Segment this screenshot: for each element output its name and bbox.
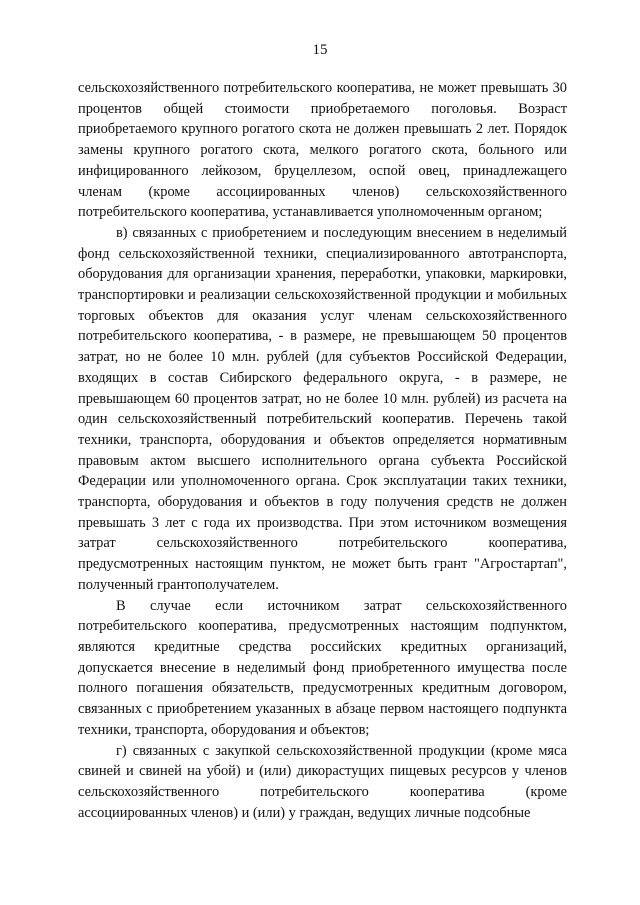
document-body [78,78,567,823]
page-number: 15 [312,42,328,58]
paragraph-continuation: сельскохозяйственного потребительского кооператива, не может превышать 30 процентов общей стоимости приобретаемого поголовья. Возраст приобретаемого крупного рогатого скота не должен превышать 2 лет. Порядок замены крупного рогатого скота, мелкого рогатого скота, больного или инфицированного лейкозом, бруцеллезом, оспой овец, принадлежащего членам (кроме ассоциированных членов) сельскохозяйственного потребительского кооператива, устанавливается уполномоченным органом; [78,80,567,221]
paragraph-credit-case: В случае если источником затрат сельскохозяйственного потребительского кооператива, предусмотренных настоящим подпунктом, являются кредитные средства российских кредитных организаций, допускается внесение в неделимый фонд приобретенного имущества после полного погашения обязательств, предусмотренных кредитным договором, связанных с приобретением указанных в абзаце первом настоящего подпункта техники, транспорта, оборудования и объектов; [78,597,567,738]
paragraph-subitem-v: в) связанных с приобретением и последующим внесением в неделимый фонд сельскохозяйственной техники, специализированного автотранспорта, оборудования для организации хранения, переработки, упаковки, маркировки, транспортировки и реализации сельскохозяйственной продукции и мобильных торговых объектов для оказания услуг членам сельскохозяйственного потребительского кооператива, - в размере, не превышающем 50 процентов затрат, но не более 10 млн. рублей (для субъектов Российской Федерации, входящих в состав Сибирского федерального округа, - в размере, не превышающем 60 процентов затрат, но не более 10 млн. рублей) из расчета на один сельскохозяйственный потребительский кооператив. Перечень такой техники, транспорта, оборудования и объектов определяется нормативным правовым актом высшего исполнительного органа субъекта Российской Федерации или уполномоченного органа. Срок эксплуатации таких техники, транспорта, оборудования и объектов в году получения средств не должен превышать 3 лет с года их производства. При этом источником возмещения затрат сельскохозяйственного потребительского кооператива, предусмотренных настоящим пунктом, не может быть грант "Агростартап", полученный грантополучателем. [78,224,567,593]
paragraph-subitem-g: г) связанных с закупкой сельскохозяйственной продукции (кроме мяса свиней и свиней на убой) и (или) дикорастущих пищевых ресурсов у членов сельскохозяйственного потребительского кооператива (кроме ассоциированных членов) и (или) у граждан, ведущих личные подсобные [78,742,567,821]
